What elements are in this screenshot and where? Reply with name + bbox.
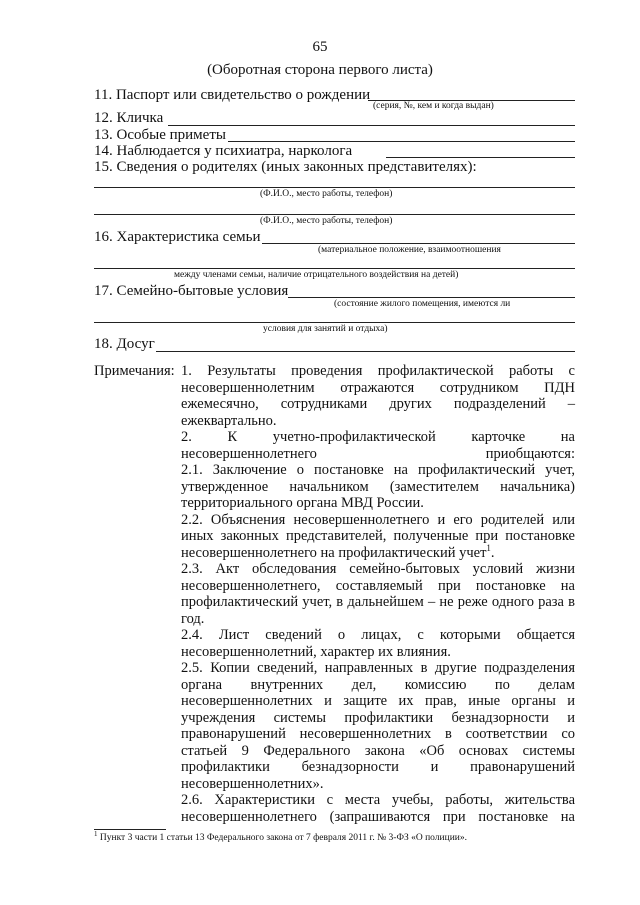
note-item: 2.5. Копии сведений, направленных в другие подразделения органа внутренних дел, комиссию по делам несовершеннолетних и защите их прав, иные органы и учреждения системы профилактики безнадзорности и правонарушений несовершеннолетних в соответствии со статьей 9 Федерального закона «Об основах системы профилактики безнадзорности и правонарушений несовершеннолетних». <box>181 660 575 792</box>
notes-heading: Примечания: <box>94 363 175 379</box>
field-15-hint-1: (Ф.И.О., место работы, телефон) <box>260 189 393 199</box>
note-item: 2.4. Лист сведений о лицах, с которыми общается несовершеннолетний, характер их влияния. <box>181 627 575 660</box>
note-item: 2.1. Заключение о постановке на профилактический учет, утвержденное начальником (заместителем начальника) территориального органа МВД России. <box>181 462 575 511</box>
note-item: 1. Результаты проведения профилактической работы с несовершеннолетним отражаются сотрудником ПДН ежемесячно, сотрудниками других подразделений – ежеквартально. <box>181 363 575 429</box>
footnote-separator <box>94 829 166 830</box>
page-number: 65 <box>312 39 328 55</box>
footnote-text: Пункт 3 части 1 статьи 13 Федерального закона от 7 февраля 2011 г. № 3-ФЗ «О полиции». <box>99 833 468 843</box>
field-11-label: 11. Паспорт или свидетельство о рождении <box>94 87 371 103</box>
field-14-label: 14. Наблюдается у психиатра, нарколога <box>94 143 353 159</box>
footnote-mark: 1 <box>94 829 98 838</box>
field-16-hint-2: между членами семьи, наличие отрицательного воздействия на детей) <box>174 270 459 280</box>
field-12-label: 12. Кличка <box>94 110 164 126</box>
field-17-line-1 <box>288 297 575 298</box>
field-16-line-2 <box>94 268 575 269</box>
field-12-line <box>168 125 575 126</box>
note-item: 2.6. Характеристики с места учебы, работы, жительства несовершеннолетнего (запрашиваются при постановке на <box>181 792 575 825</box>
footnote <box>94 829 468 844</box>
notes-body <box>181 363 575 825</box>
field-17-line-2 <box>94 322 575 323</box>
field-15-hint-2: (Ф.И.О., место работы, телефон) <box>260 216 393 226</box>
field-17-label: 17. Семейно-бытовые условия <box>94 283 289 299</box>
note-item: 2. К учетно-профилактической карточке на несовершеннолетнего приобщаются: <box>181 429 575 462</box>
field-18-line <box>156 351 575 352</box>
field-17-hint-1: (состояние жилого помещения, имеются ли <box>334 299 511 309</box>
field-15-line-1 <box>94 187 575 188</box>
footnote-ref: 1 <box>486 542 491 553</box>
note-item <box>181 512 575 562</box>
field-13-label: 13. Особые приметы <box>94 127 226 143</box>
page-subtitle: (Оборотная сторона первого листа) <box>207 62 433 78</box>
field-15-label: 15. Сведения о родителях (иных законных представителях): <box>94 159 477 175</box>
field-17-hint-2: условия для занятий и отдыха) <box>263 324 388 334</box>
field-16-label: 16. Характеристика семьи <box>94 229 261 245</box>
field-16-line-1 <box>262 243 575 244</box>
note-item-end: . <box>490 544 495 561</box>
field-18-label: 18. Досуг <box>94 336 155 352</box>
field-16-hint-1: (материальное положение, взаимоотношения <box>318 245 501 255</box>
note-item-text: 2.2. Объяснения несовершеннолетнего и его родителей или иных законных представителей, полученные при постановке несовершеннолетнего на профилактический учет <box>181 511 575 561</box>
field-15-line-2 <box>94 214 575 215</box>
note-item: 2.3. Акт обследования семейно-бытовых условий жизни несовершеннолетнего, составляемый при постановке на профилактический учет, в дальнейшем – не реже одного раза в год. <box>181 561 575 627</box>
field-11-hint: (серия, №, кем и когда выдан) <box>373 101 494 111</box>
